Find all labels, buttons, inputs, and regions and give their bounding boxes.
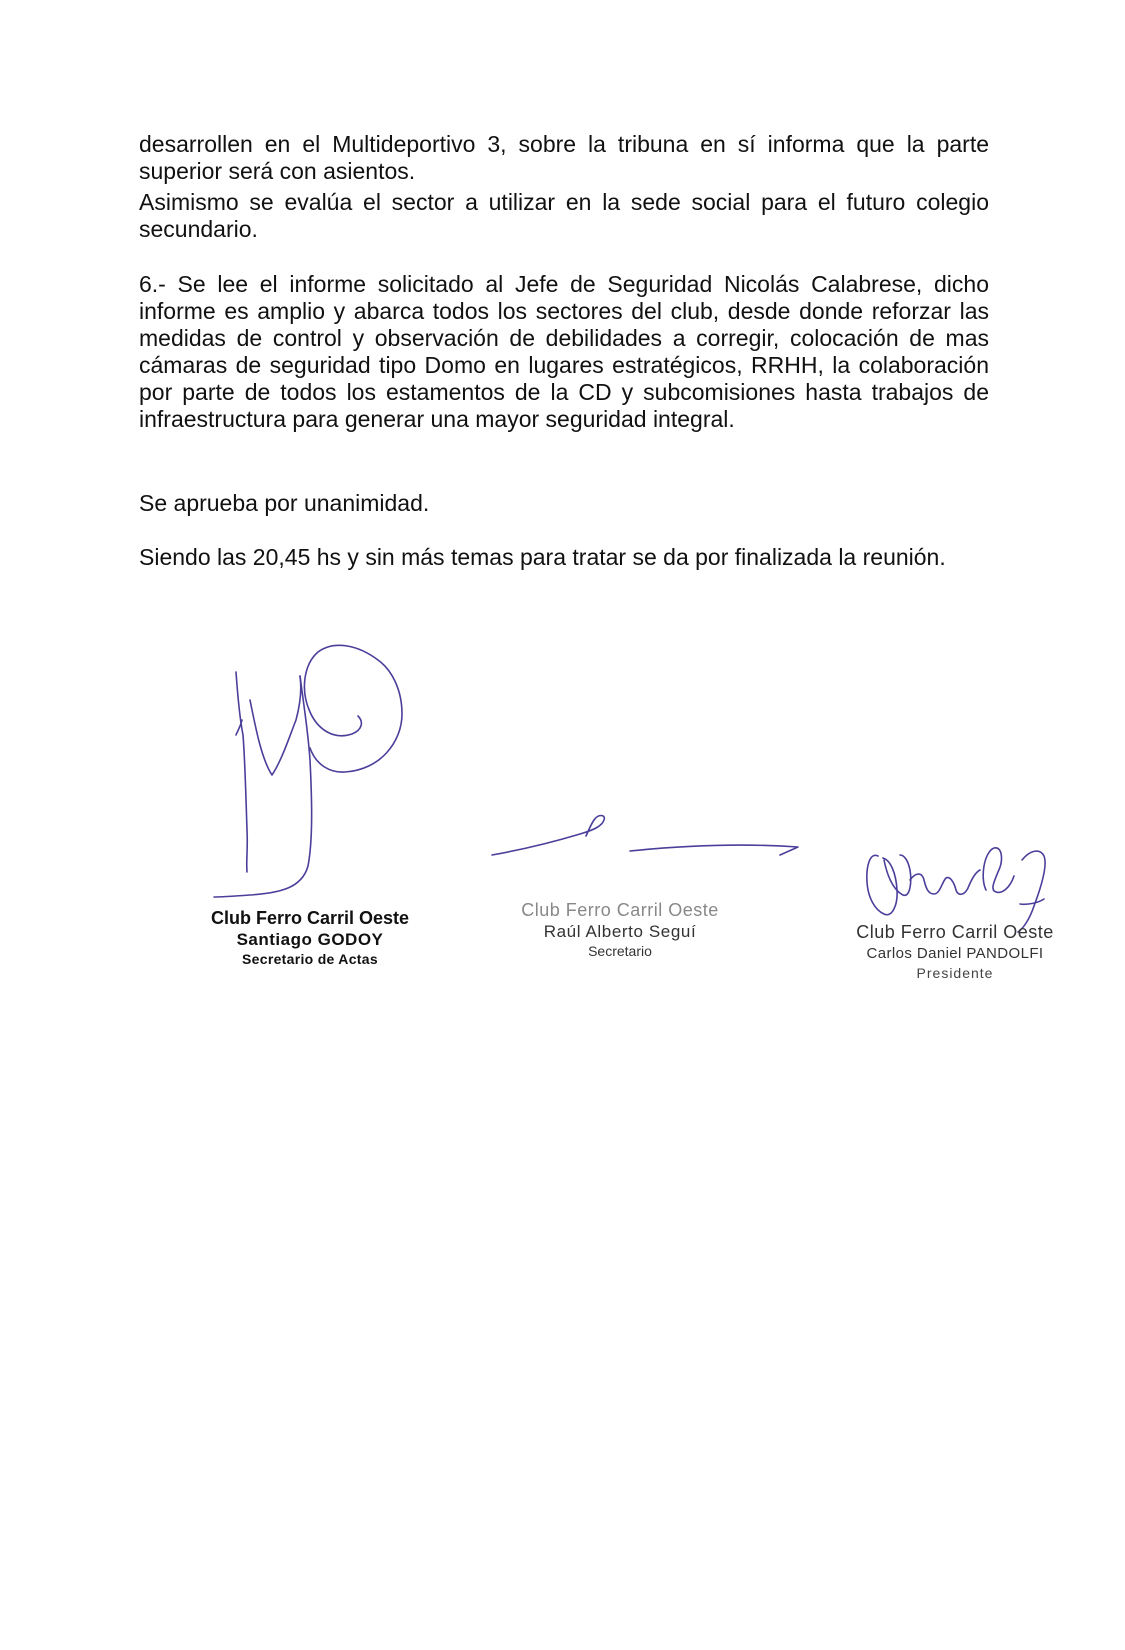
- paragraph-text: Se aprueba por unanimidad.: [139, 490, 430, 516]
- signature-godoy-stroke: [236, 720, 242, 735]
- paragraph-text: desarrollen en el Multideportivo 3, sobre la tribuna en sí informa que la parte superior será con asientos.: [139, 131, 989, 184]
- signature-godoy-stroke: [214, 676, 312, 897]
- signature-pandolfi-stroke: [867, 855, 897, 914]
- signature-club: Club Ferro Carril Oeste: [856, 922, 1054, 942]
- paragraph-text: Siendo las 20,45 hs y sin más temas para tratar se da por finalizada la reunión.: [139, 544, 946, 570]
- paragraph-tribuna: [139, 131, 989, 185]
- signature-pandolfi-stroke: [884, 855, 911, 895]
- signature-pandolfi-stroke: [1020, 899, 1044, 904]
- paragraph-text: 6.- Se lee el informe solicitado al Jefe de Seguridad Nicolás Calabrese, dicho informe es amplio y abarca todos los sectores del club, desde donde reforzar las medidas de control y observación de debilidades a corregir, colocación de mas cámaras de seguridad tipo Domo en lugares estratégicos, RRHH, la colaboración por parte de todos los estamentos de la CD y subcomisiones hasta trabajos de infraestructura para generar una mayor seguridad integral.: [139, 271, 989, 432]
- signature-block-secretario: [500, 900, 740, 960]
- signature-block-secretario-actas: [195, 908, 425, 968]
- signature-block-presidente: [840, 922, 1070, 982]
- paragraph-seguridad: [139, 271, 989, 433]
- signature-pandolfi-stroke: [983, 848, 1014, 893]
- signature-title: Secretario: [588, 943, 652, 959]
- signature-title: Presidente: [916, 965, 994, 981]
- signature-pandolfi-stroke: [1018, 851, 1045, 932]
- signature-segui-stroke: [492, 816, 604, 856]
- paragraph-text: Asimismo se evalúa el sector a utilizar en la sede social para el futuro colegio secundario.: [139, 189, 989, 242]
- signature-pandolfi-stroke: [910, 870, 980, 894]
- paragraph-aprobacion: [139, 490, 989, 517]
- signature-godoy-stroke: [304, 645, 402, 772]
- signature-club: Club Ferro Carril Oeste: [521, 900, 719, 920]
- signature-segui-stroke: [630, 845, 798, 855]
- paragraph-cierre: [139, 544, 989, 571]
- signature-name: Santiago GODOY: [236, 930, 384, 949]
- signature-name: Raúl Alberto Seguí: [543, 922, 697, 941]
- signature-godoy-stroke: [236, 672, 247, 872]
- signature-godoy-stroke: [250, 676, 301, 775]
- paragraph-colegio: [139, 189, 989, 243]
- signature-club: Club Ferro Carril Oeste: [210, 908, 410, 928]
- signature-title: Secretario de Actas: [242, 951, 378, 967]
- signature-name: Carlos Daniel PANDOLFI: [866, 945, 1044, 962]
